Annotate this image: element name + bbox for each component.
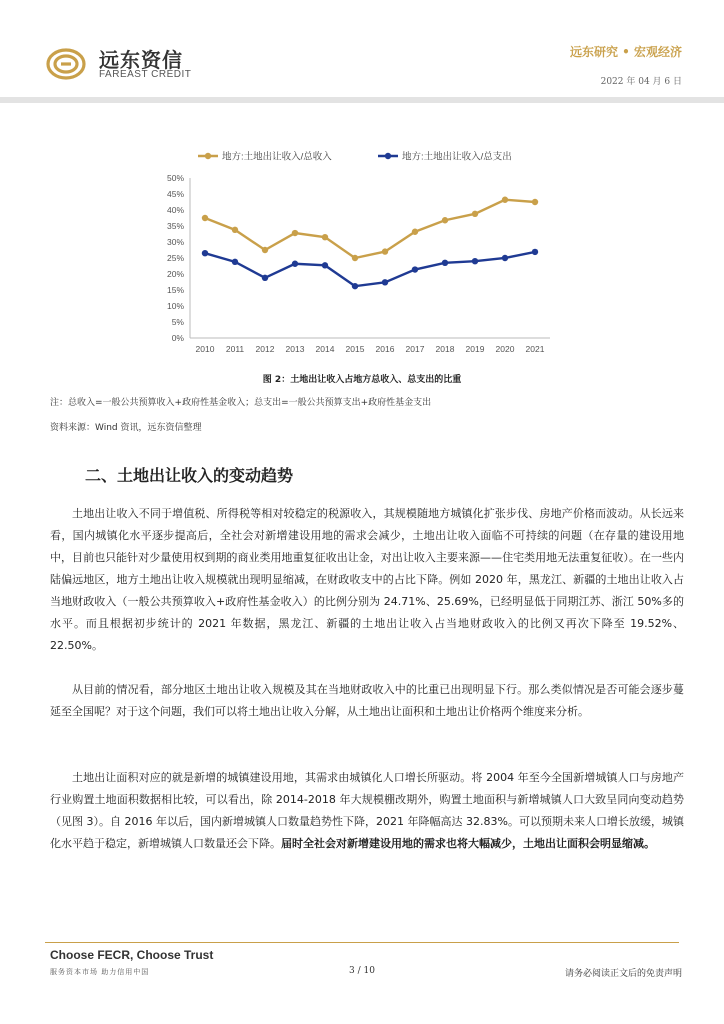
y-tick-label: 45% bbox=[166, 189, 184, 199]
legend-marker-2 bbox=[385, 153, 391, 159]
paragraph-3-bold-text: 届时全社会对新增建设用地的需求也将大幅减少，土地出让面积会明显缩减。 bbox=[281, 837, 655, 850]
series-2-point bbox=[232, 259, 238, 265]
y-tick-label: 0% bbox=[171, 333, 184, 343]
x-tick-label: 2020 bbox=[495, 344, 515, 354]
brand-name-en: FAREAST CREDIT bbox=[99, 69, 192, 80]
legend-label-1: 地方:土地出让收入/总收入 bbox=[222, 151, 332, 163]
x-tick-label: 2018 bbox=[435, 344, 455, 354]
y-tick-label: 40% bbox=[166, 205, 184, 215]
series-2-point bbox=[262, 275, 268, 281]
series-1-point bbox=[412, 229, 418, 235]
series-2-point bbox=[502, 255, 508, 261]
series-1-point bbox=[442, 217, 448, 223]
y-tick-label: 50% bbox=[166, 173, 184, 183]
x-tick-label: 2014 bbox=[315, 344, 335, 354]
y-tick-label: 20% bbox=[166, 269, 184, 279]
series-2-point bbox=[292, 261, 298, 267]
y-tick-label: 5% bbox=[171, 317, 184, 327]
figure-note: 注：总收入=一般公共预算收入+政府性基金收入；总支出=一般公共预算支出+政府性基金支出 bbox=[50, 398, 432, 408]
series-1-point bbox=[382, 248, 388, 254]
y-tick-label: 30% bbox=[166, 237, 184, 247]
y-tick-label: 15% bbox=[166, 285, 184, 295]
y-tick-label: 10% bbox=[166, 301, 184, 311]
legend-label-2: 地方:土地出让收入/总支出 bbox=[402, 151, 512, 163]
x-tick-label: 2019 bbox=[465, 344, 485, 354]
series-line-1 bbox=[205, 200, 535, 258]
x-tick-label: 2015 bbox=[345, 344, 365, 354]
series-2-point bbox=[532, 249, 538, 255]
page-number: 3 / 10 bbox=[349, 966, 375, 976]
paragraph-3-text: 土地出让面积对应的就是新增的城镇建设用地，其需求由城镇化人口增长所驱动。将 2004 年至今全国新增城镇人口与房地产行业购置土地面积数据相比较，可以看出，除 2014-2018 年大规模棚改期外，购置土地面积与新增城镇人口大致呈同向变动趋势（见图 3）。自 2016 年以后，国内新增城镇人口数量趋势性下降，2021 年降幅高达 32.83%。可以预期未来人口增长放缓，城镇化水平趋于稳定，新增城镇人口数量还会下降。 bbox=[50, 771, 684, 850]
footer-divider bbox=[45, 942, 679, 943]
series-1-point bbox=[292, 230, 298, 236]
series-1-point bbox=[262, 247, 268, 253]
footer-tagline: 服务资本市场 助力信用中国 bbox=[50, 968, 150, 976]
land-revenue-ratio-chart bbox=[150, 140, 570, 362]
y-tick-label: 25% bbox=[166, 253, 184, 263]
series-1-point bbox=[532, 199, 538, 205]
series-1-point bbox=[502, 197, 508, 203]
x-tick-label: 2017 bbox=[405, 344, 425, 354]
series-2-point bbox=[382, 279, 388, 285]
figure-source: 资料来源：Wind 资讯，远东资信整理 bbox=[50, 423, 202, 433]
footer-disclaimer: 请务必阅读正文后的免责声明 bbox=[564, 969, 682, 979]
series-1-point bbox=[352, 255, 358, 261]
brand-name-cn: 远东资信 bbox=[99, 48, 183, 72]
footer-slogan: Choose FECR, Choose Trust bbox=[50, 948, 214, 962]
series-2-point bbox=[322, 262, 328, 268]
y-tick-label: 35% bbox=[166, 221, 184, 231]
paragraph-2: 从目前的情况看，部分地区土地出让收入规模及其在当地财政收入中的比重已出现明显下行。那么类似情况是否可能会逐步蔓延至全国呢？对于这个问题，我们可以将土地出让收入分解，从土地出让面积和土地出让价格两个维度来分析。 bbox=[50, 683, 684, 718]
x-tick-label: 2021 bbox=[525, 344, 545, 354]
series-2-point bbox=[202, 250, 208, 256]
series-line-2 bbox=[205, 252, 535, 286]
x-tick-label: 2012 bbox=[255, 344, 275, 354]
paragraph-1: 土地出让收入不同于增值税、所得税等相对较稳定的税源收入，其规模随地方城镇化扩张步伐、房地产价格而波动。从长远来看，国内城镇化水平逐步提高后，全社会对新增建设用地的需求会减少，土地出让收入面临不可持续的问题（在存量的建设用地中，目前也只能针对少量使用权到期的商业类用地重复征收出让金，对出让收入主要来源——住宅类用地无法重复征收）。在一些内陆偏远地区，地方土地出让收入规模就出现明显缩减，在财政收支中的占比下降。例如 2020 年，黑龙江、新疆的土地出让收入占当地财政收入（一般公共预算收入+政府性基金收入）的比例分别为 24.71%、25.69%，已经明显低于同期江苏、浙江 50%多的水平。而且根据初步统计的 2021 年数据，黑龙江、新疆的土地出让收入占当地财政收入的比例又再次下降至 19.52%、22.50%。 bbox=[50, 507, 684, 652]
series-1-point bbox=[472, 211, 478, 217]
x-tick-label: 2011 bbox=[225, 344, 245, 354]
paragraph-3 bbox=[50, 767, 684, 855]
section-heading: 二、土地出让收入的变动趋势 bbox=[85, 466, 294, 485]
series-2-point bbox=[412, 266, 418, 272]
fareast-credit-logo-icon bbox=[42, 44, 90, 84]
series-2-point bbox=[472, 258, 478, 264]
series-1-point bbox=[322, 234, 328, 240]
x-tick-label: 2013 bbox=[285, 344, 305, 354]
series-1-point bbox=[202, 215, 208, 221]
header-divider bbox=[0, 97, 724, 103]
legend-marker-1 bbox=[205, 153, 211, 159]
series-2-point bbox=[442, 260, 448, 266]
series-2-point bbox=[352, 283, 358, 289]
page-header bbox=[0, 0, 724, 100]
figure-caption: 图 2：土地出让收入占地方总收入、总支出的比重 bbox=[262, 375, 462, 385]
x-tick-label: 2016 bbox=[375, 344, 395, 354]
report-date: 2022 年 04 月 6 日 bbox=[600, 77, 682, 87]
series-1-point bbox=[232, 227, 238, 233]
x-tick-label: 2010 bbox=[195, 344, 215, 354]
section-tag: 远东研究 • 宏观经济 bbox=[569, 45, 682, 59]
